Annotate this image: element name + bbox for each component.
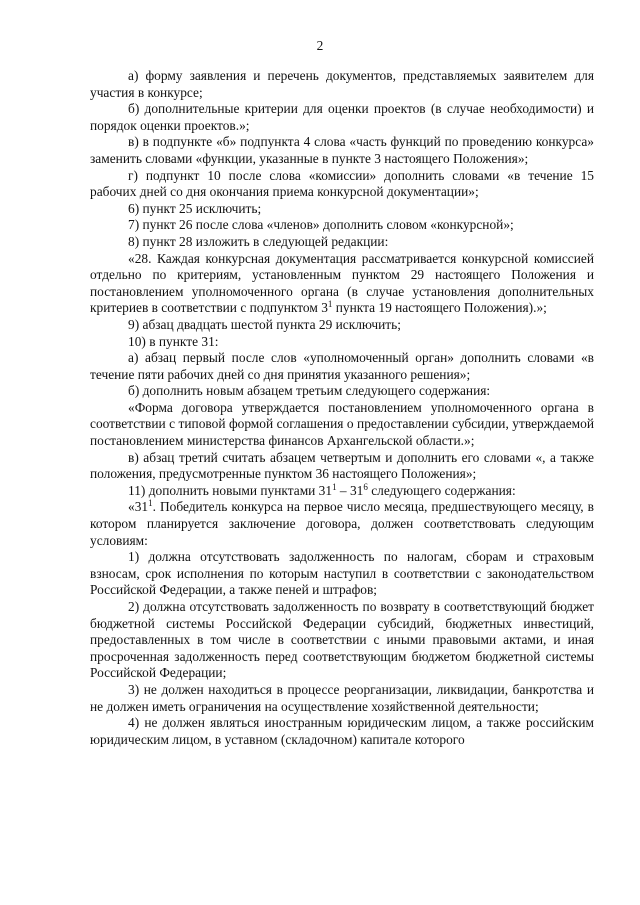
- paragraph: 3) не должен находиться в процессе реорганизации, ликвидации, банкротства и не должен иметь ограничения на осуществление хозяйственной деятельности;: [90, 681, 594, 714]
- paragraph: 7) пункт 26 после слова «членов» дополнить словом «конкурсной»;: [128, 217, 514, 233]
- paragraph: «$31^1$. Победитель конкурса на первое число месяца, предшествующего месяцу, в котором планируется заключение договора, должен соответствовать следующим условиям:: [90, 498, 594, 548]
- paragraph: а) абзац первый после слов «уполномоченный орган» дополнить словами «в течение пяти рабочих дней со дня принятия указанного решения»;: [90, 350, 594, 382]
- paragraph: б) дополнительные критерии для оценки проектов (в случае необходимости) и порядок оценки проектов.»;: [90, 101, 594, 133]
- paragraph: «28. Каждая конкурсная документация рассматривается конкурсной комиссией отдельно по критериям, установленным пунктом 29 настоящего Положения и постановлением уполномоченного органа (в случае установления дополнительных критериев в соответствии с подпунктом $3^1$ пункта 19 настоящего Положения).»;: [90, 250, 594, 316]
- paragraph: 10) в пункте 31:: [128, 333, 219, 349]
- paragraph: 6) пункт 25 исключить;: [128, 200, 262, 216]
- paragraph: «Форма договора утверждается постановлением уполномоченного органа в соответствии с типовой формой соглашения о предоставлении субсидии, утверждаемой постановлением министерства финансов Архангельской области.»;: [90, 399, 594, 449]
- paragraph: 9) абзац двадцать шестой пункта 29 исключить;: [128, 316, 401, 332]
- page-number: 2: [316, 38, 324, 53]
- superscript: 1: [148, 498, 153, 509]
- superscript: 1: [332, 481, 337, 492]
- paragraph: 2) должна отсутствовать задолженность по возврату в соответствующий бюджет бюджетной системы Российской Федерации субсидий, бюджетных инвестиций, предоставленных в том числе в соответствии с иными правовыми актами, и иная просроченная задолженность перед соответствующим бюджетом бюджетной системы Российской Федерации;: [90, 599, 594, 681]
- paragraph: б) дополнить новым абзацем третьим следующего содержания:: [128, 383, 491, 399]
- paragraph: 1) должна отсутствовать задолженность по налогам, сборам и страховым взносам, срок исполнения по которым наступил в соответствии с законодательством Российской Федерации, а также пеней и штрафов;: [90, 549, 594, 598]
- paragraph: г) подпункт 10 после слова «комиссии» дополнить словами «в течение 15 рабочих дней со дня окончания приема конкурсной документации»;: [90, 167, 594, 200]
- paragraph: 11) дополнить новыми пунктами $31^1 - 31^6$ следующего содержания:: [128, 481, 516, 498]
- paragraph: в) в подпункте «б» подпункта 4 слова «часть функций по проведению конкурса» заменить словами «функции, указанные в пункте 3 настоящего Положения»;: [90, 134, 594, 166]
- paragraph: в) абзац третий считать абзацем четвертым и дополнить его словами «, а также положения, предусмотренные пунктом 36 настоящего Положения»;: [90, 449, 594, 482]
- paragraph: а) форму заявления и перечень документов, представляемых заявителем для участия в конкурсе;: [90, 68, 594, 100]
- superscript: 6: [363, 481, 368, 492]
- paragraph: 4) не должен являться иностранным юридическим лицом, а также российским юридическим лицом, в уставном (складочном) капитале которого: [90, 715, 594, 747]
- paragraph: 8) пункт 28 изложить в следующей редакции:: [128, 233, 389, 249]
- document-body: [90, 68, 594, 748]
- superscript: 1: [327, 299, 333, 310]
